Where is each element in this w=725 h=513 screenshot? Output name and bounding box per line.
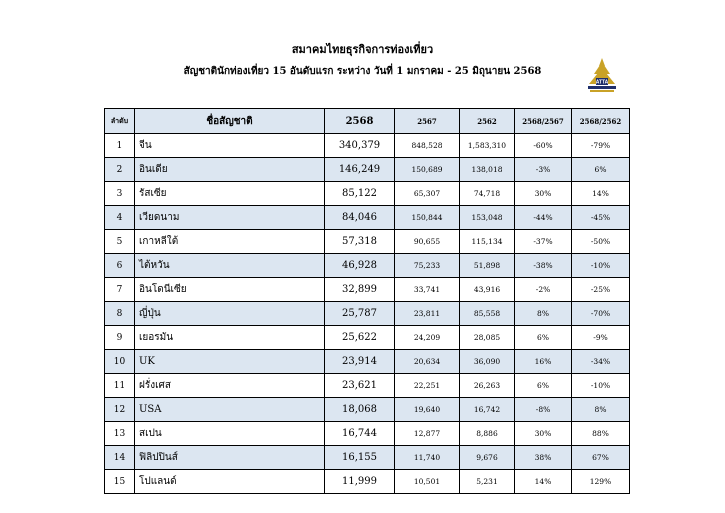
table-row xyxy=(105,326,630,350)
cell-v2567: 150,844 xyxy=(395,206,460,230)
cell-v2567: 12,877 xyxy=(395,422,460,446)
cell-v2568: 84,046 xyxy=(325,206,395,230)
cell-name: ญี่ปุ่น xyxy=(135,302,325,326)
cell-name: อินโดนีเซีย xyxy=(135,278,325,302)
cell-v2562: 1,583,310 xyxy=(460,134,515,158)
table-row xyxy=(105,230,630,254)
cell-rank: 9 xyxy=(105,326,135,350)
cell-ratio-2568-2562: 8% xyxy=(572,398,630,422)
cell-ratio-2568-2562: -25% xyxy=(572,278,630,302)
cell-name: เวียดนาม xyxy=(135,206,325,230)
cell-ratio-2568-2567: 6% xyxy=(515,374,572,398)
cell-v2567: 24,209 xyxy=(395,326,460,350)
cell-rank: 6 xyxy=(105,254,135,278)
cell-v2568: 32,899 xyxy=(325,278,395,302)
cell-ratio-2568-2562: 67% xyxy=(572,446,630,470)
cell-v2562: 36,090 xyxy=(460,350,515,374)
cell-v2567: 19,640 xyxy=(395,398,460,422)
cell-name: ไต้หวัน xyxy=(135,254,325,278)
cell-ratio-2568-2562: -50% xyxy=(572,230,630,254)
cell-v2562: 8,886 xyxy=(460,422,515,446)
cell-name: เกาหลีใต้ xyxy=(135,230,325,254)
col-header-2562: 2562 xyxy=(460,109,515,134)
table-row xyxy=(105,374,630,398)
cell-v2562: 115,134 xyxy=(460,230,515,254)
cell-ratio-2568-2567: -2% xyxy=(515,278,572,302)
cell-rank: 14 xyxy=(105,446,135,470)
cell-v2562: 16,742 xyxy=(460,398,515,422)
cell-ratio-2568-2562: -70% xyxy=(572,302,630,326)
cell-ratio-2568-2567: 38% xyxy=(515,446,572,470)
cell-name: เยอรมัน xyxy=(135,326,325,350)
cell-ratio-2568-2567: -3% xyxy=(515,158,572,182)
cell-v2562: 153,048 xyxy=(460,206,515,230)
table-row xyxy=(105,446,630,470)
cell-rank: 15 xyxy=(105,470,135,494)
cell-rank: 13 xyxy=(105,422,135,446)
cell-ratio-2568-2567: 6% xyxy=(515,326,572,350)
cell-ratio-2568-2562: -79% xyxy=(572,134,630,158)
cell-v2567: 150,689 xyxy=(395,158,460,182)
cell-ratio-2568-2567: -38% xyxy=(515,254,572,278)
cell-ratio-2568-2567: -8% xyxy=(515,398,572,422)
cell-v2568: 25,787 xyxy=(325,302,395,326)
cell-v2568: 46,928 xyxy=(325,254,395,278)
table-row xyxy=(105,134,630,158)
cell-v2562: 43,916 xyxy=(460,278,515,302)
atta-logo xyxy=(584,56,620,102)
cell-ratio-2568-2567: 8% xyxy=(515,302,572,326)
cell-name: ฟิลิปปินส์ xyxy=(135,446,325,470)
cell-ratio-2568-2562: -10% xyxy=(572,374,630,398)
col-header-ratio-2568-2567: 2568/2567 xyxy=(515,109,572,134)
cell-v2568: 57,318 xyxy=(325,230,395,254)
cell-v2562: 26,263 xyxy=(460,374,515,398)
col-header-rank: ลำดับ xyxy=(105,109,135,134)
cell-v2567: 90,655 xyxy=(395,230,460,254)
cell-v2567: 10,501 xyxy=(395,470,460,494)
cell-v2567: 33,741 xyxy=(395,278,460,302)
cell-v2567: 11,740 xyxy=(395,446,460,470)
cell-rank: 4 xyxy=(105,206,135,230)
document-title: สมาคมไทยธุรกิจการท่องเที่ยว xyxy=(291,43,434,56)
cell-name: อินเดีย xyxy=(135,158,325,182)
cell-name: UK xyxy=(135,350,325,374)
cell-ratio-2568-2562: 14% xyxy=(572,182,630,206)
cell-v2562: 9,676 xyxy=(460,446,515,470)
nationality-table xyxy=(104,108,630,494)
cell-ratio-2568-2562: -34% xyxy=(572,350,630,374)
table-row xyxy=(105,422,630,446)
cell-v2567: 20,634 xyxy=(395,350,460,374)
cell-v2568: 85,122 xyxy=(325,182,395,206)
col-header-ratio-2568-2562: 2568/2562 xyxy=(572,109,630,134)
cell-v2567: 23,811 xyxy=(395,302,460,326)
cell-v2567: 75,233 xyxy=(395,254,460,278)
cell-name: สเปน xyxy=(135,422,325,446)
cell-v2562: 5,231 xyxy=(460,470,515,494)
table-row xyxy=(105,182,630,206)
cell-ratio-2568-2567: 14% xyxy=(515,470,572,494)
cell-name: USA xyxy=(135,398,325,422)
cell-v2568: 16,744 xyxy=(325,422,395,446)
col-header-2568: 2568 xyxy=(325,109,395,134)
col-header-nationality: ชื่อสัญชาติ xyxy=(135,109,325,134)
cell-v2562: 138,018 xyxy=(460,158,515,182)
cell-ratio-2568-2567: -60% xyxy=(515,134,572,158)
cell-name: รัสเซีย xyxy=(135,182,325,206)
cell-ratio-2568-2562: 88% xyxy=(572,422,630,446)
cell-ratio-2568-2567: -37% xyxy=(515,230,572,254)
cell-rank: 3 xyxy=(105,182,135,206)
cell-rank: 7 xyxy=(105,278,135,302)
cell-v2568: 16,155 xyxy=(325,446,395,470)
cell-rank: 1 xyxy=(105,134,135,158)
cell-v2568: 23,914 xyxy=(325,350,395,374)
table-row xyxy=(105,206,630,230)
cell-v2562: 28,085 xyxy=(460,326,515,350)
table-row xyxy=(105,350,630,374)
cell-ratio-2568-2562: 6% xyxy=(572,158,630,182)
cell-v2568: 146,249 xyxy=(325,158,395,182)
cell-v2567: 65,307 xyxy=(395,182,460,206)
table-header-row xyxy=(105,109,630,134)
atta-logo-text: ATTA xyxy=(595,79,609,86)
cell-v2562: 51,898 xyxy=(460,254,515,278)
cell-v2568: 340,379 xyxy=(325,134,395,158)
cell-ratio-2568-2567: 30% xyxy=(515,422,572,446)
cell-ratio-2568-2562: -45% xyxy=(572,206,630,230)
cell-v2562: 74,718 xyxy=(460,182,515,206)
cell-rank: 11 xyxy=(105,374,135,398)
cell-v2568: 23,621 xyxy=(325,374,395,398)
cell-name: โปแลนด์ xyxy=(135,470,325,494)
table-row xyxy=(105,278,630,302)
table-row xyxy=(105,398,630,422)
table-row xyxy=(105,254,630,278)
cell-name: ฝรั่งเศส xyxy=(135,374,325,398)
cell-ratio-2568-2567: 16% xyxy=(515,350,572,374)
cell-v2568: 18,068 xyxy=(325,398,395,422)
col-header-2567: 2567 xyxy=(395,109,460,134)
cell-rank: 10 xyxy=(105,350,135,374)
cell-rank: 12 xyxy=(105,398,135,422)
cell-ratio-2568-2562: 129% xyxy=(572,470,630,494)
cell-ratio-2568-2567: 30% xyxy=(515,182,572,206)
cell-name: จีน xyxy=(135,134,325,158)
cell-v2567: 848,528 xyxy=(395,134,460,158)
cell-v2567: 22,251 xyxy=(395,374,460,398)
cell-ratio-2568-2567: -44% xyxy=(515,206,572,230)
cell-rank: 5 xyxy=(105,230,135,254)
cell-v2568: 25,622 xyxy=(325,326,395,350)
cell-rank: 8 xyxy=(105,302,135,326)
table-row xyxy=(105,302,630,326)
cell-ratio-2568-2562: -10% xyxy=(572,254,630,278)
cell-v2562: 85,558 xyxy=(460,302,515,326)
document-subtitle: สัญชาตินักท่องเที่ยว 15 อันดับแรก ระหว่าง วันที่ 1 มกราคม - 25 มิถุนายน 2568 xyxy=(183,66,542,77)
table-row xyxy=(105,158,630,182)
table-row xyxy=(105,470,630,494)
cell-v2568: 11,999 xyxy=(325,470,395,494)
cell-ratio-2568-2562: -9% xyxy=(572,326,630,350)
cell-rank: 2 xyxy=(105,158,135,182)
